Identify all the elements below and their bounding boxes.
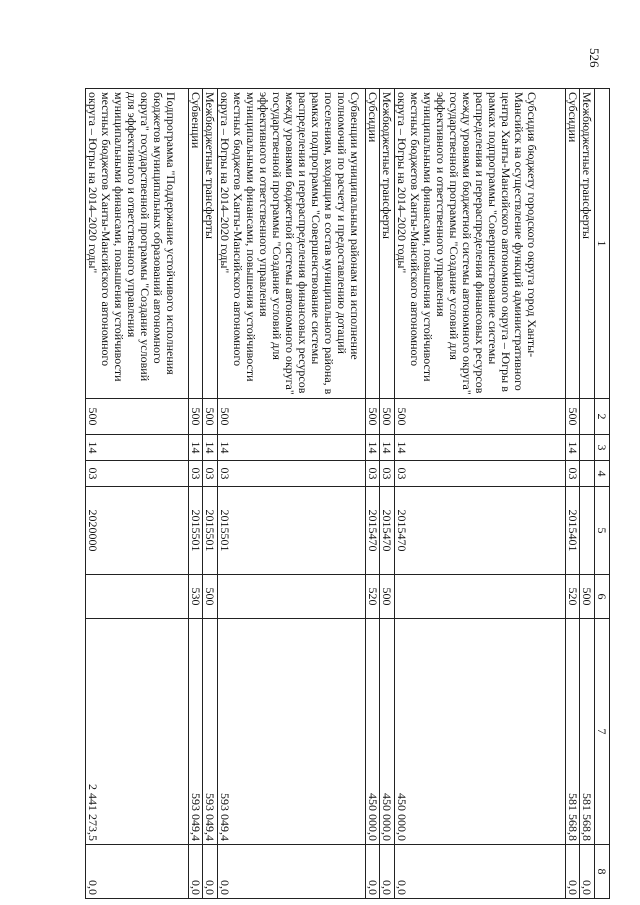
header-col-5: 5 (594, 487, 609, 575)
row-description: Субсидии (366, 89, 380, 399)
header-col-3: 3 (594, 435, 609, 461)
row-code-expense-type: 500 (203, 575, 217, 619)
row-code-subsection: 03 (86, 461, 189, 487)
row-code-subsection: 03 (203, 461, 217, 487)
table-row (366, 89, 380, 899)
row-code-expense-type: 520 (565, 575, 579, 619)
row-code-subsection: 03 (217, 461, 365, 487)
row-code-subsection: 03 (366, 461, 380, 487)
row-amount-2: 0,0 (580, 845, 594, 899)
row-code-expense-type: 530 (189, 575, 203, 619)
row-code-section: 14 (394, 435, 565, 461)
header-col-2: 2 (594, 399, 609, 435)
row-amount-2: 0,0 (394, 845, 565, 899)
row-code-expense-type: 520 (366, 575, 380, 619)
row-code-administrator: 500 (565, 399, 579, 435)
row-code-section (580, 435, 594, 461)
row-code-subsection (580, 461, 594, 487)
row-code-target: 2015401 (565, 487, 579, 575)
table-row (217, 89, 365, 899)
row-amount-2: 0,0 (366, 845, 380, 899)
row-code-expense-type: 500 (580, 575, 594, 619)
row-code-section: 14 (217, 435, 365, 461)
row-code-subsection: 03 (380, 461, 394, 487)
row-code-expense-type (86, 575, 189, 619)
row-code-administrator: 500 (217, 399, 365, 435)
row-code-expense-type (217, 575, 365, 619)
row-code-administrator: 500 (86, 399, 189, 435)
row-description: Субсидии (565, 89, 579, 399)
table-row (189, 89, 203, 899)
row-amount: 581 568,8 (580, 619, 594, 845)
row-code-section: 14 (380, 435, 394, 461)
row-code-target: 2015470 (366, 487, 380, 575)
row-code-subsection: 03 (394, 461, 565, 487)
row-code-target: 2020000 (86, 487, 189, 575)
row-amount-2: 0,0 (565, 845, 579, 899)
row-amount: 593 049,4 (203, 619, 217, 845)
row-code-administrator: 500 (189, 399, 203, 435)
row-description: Подпрограмма "Поддержание устойчивого исполнения бюджетов муниципальных образований автономного округа" государственной программы "Создание условий для эффективного и ответственного управления муниципальными финансами, повышения устойчивости местных бюджетов Ханты-Мансийского автономного округа – Югры на 2014–2020 годы" (86, 89, 189, 399)
row-description: Субсидия бюджету городского округа город Ханты-Мансийск на осуществление функций административного центра Ханты-Мансийского автономного округа – Югры в рамках подпрограммы "Совершенствование системы распределения и перераспределения финансовых ресурсов между уровнями бюджетной системы автономного округа" государственной программы "Создание условий для эффективного и ответственного управления муниципальными финансами, повышения устойчивости местных бюджетов Ханты-Мансийского автономного округа – Югры на 2014–2020 годы" (394, 89, 565, 399)
row-amount: 593 049,4 (189, 619, 203, 845)
row-description: Субвенции муниципальным районам на исполнение полномочий по расчету и предоставлению дотаций поселениям, входящим в состав муниципального района, в рамках подпрограммы "Совершенствование системы распределения и перераспределения финансовых ресурсов между уровнями бюджетной системы автономного округа" государственной программы "Создание условий для эффективного и ответственного управления муниципальными финансами, повышения устойчивости местных бюджетов Ханты-Мансийского автономного округа – Югры на 2014–2020 годы" (217, 89, 365, 399)
header-col-1: 1 (594, 89, 609, 399)
row-code-section: 14 (189, 435, 203, 461)
row-code-administrator: 500 (203, 399, 217, 435)
row-description: Межбюджетные трансферты (580, 89, 594, 399)
header-col-8: 8 (594, 845, 609, 899)
header-col-6: 6 (594, 575, 609, 619)
row-amount-2: 0,0 (380, 845, 394, 899)
row-code-subsection: 03 (565, 461, 579, 487)
row-amount-2: 0,0 (189, 845, 203, 899)
row-description: Межбюджетные трансферты (203, 89, 217, 399)
row-description: Субвенции (189, 89, 203, 399)
table-row (86, 89, 189, 899)
table-row (565, 89, 579, 899)
row-code-administrator: 500 (380, 399, 394, 435)
row-amount: 581 568,8 (565, 619, 579, 845)
row-amount: 593 049,4 (217, 619, 365, 845)
row-code-expense-type: 500 (380, 575, 394, 619)
row-amount-2: 0,0 (86, 845, 189, 899)
row-code-expense-type (394, 575, 565, 619)
row-code-administrator (580, 399, 594, 435)
row-amount: 2 441 273,5 (86, 619, 189, 845)
table-header-row (594, 89, 609, 899)
row-amount: 450 000,0 (380, 619, 394, 845)
row-code-target: 2015501 (217, 487, 365, 575)
row-amount: 450 000,0 (394, 619, 565, 845)
row-code-administrator: 500 (366, 399, 380, 435)
row-amount: 450 000,0 (366, 619, 380, 845)
table-row (580, 89, 594, 899)
row-amount-2: 0,0 (203, 845, 217, 899)
row-code-administrator: 500 (394, 399, 565, 435)
budget-table (85, 88, 610, 899)
table-row (203, 89, 217, 899)
row-code-section: 14 (366, 435, 380, 461)
page-number: 526 (587, 48, 602, 68)
row-code-section: 14 (203, 435, 217, 461)
row-code-section: 14 (565, 435, 579, 461)
row-code-subsection: 03 (189, 461, 203, 487)
table-row (394, 89, 565, 899)
row-amount-2: 0,0 (217, 845, 365, 899)
row-code-section: 14 (86, 435, 189, 461)
header-col-4: 4 (594, 461, 609, 487)
row-code-target (580, 487, 594, 575)
row-code-target: 2015501 (203, 487, 217, 575)
rotated-page-content (85, 88, 610, 898)
row-code-target: 2015470 (380, 487, 394, 575)
table-row (380, 89, 394, 899)
row-code-target: 2015501 (189, 487, 203, 575)
row-code-target: 2015470 (394, 487, 565, 575)
header-col-7: 7 (594, 619, 609, 845)
row-description: Межбюджетные трансферты (380, 89, 394, 399)
